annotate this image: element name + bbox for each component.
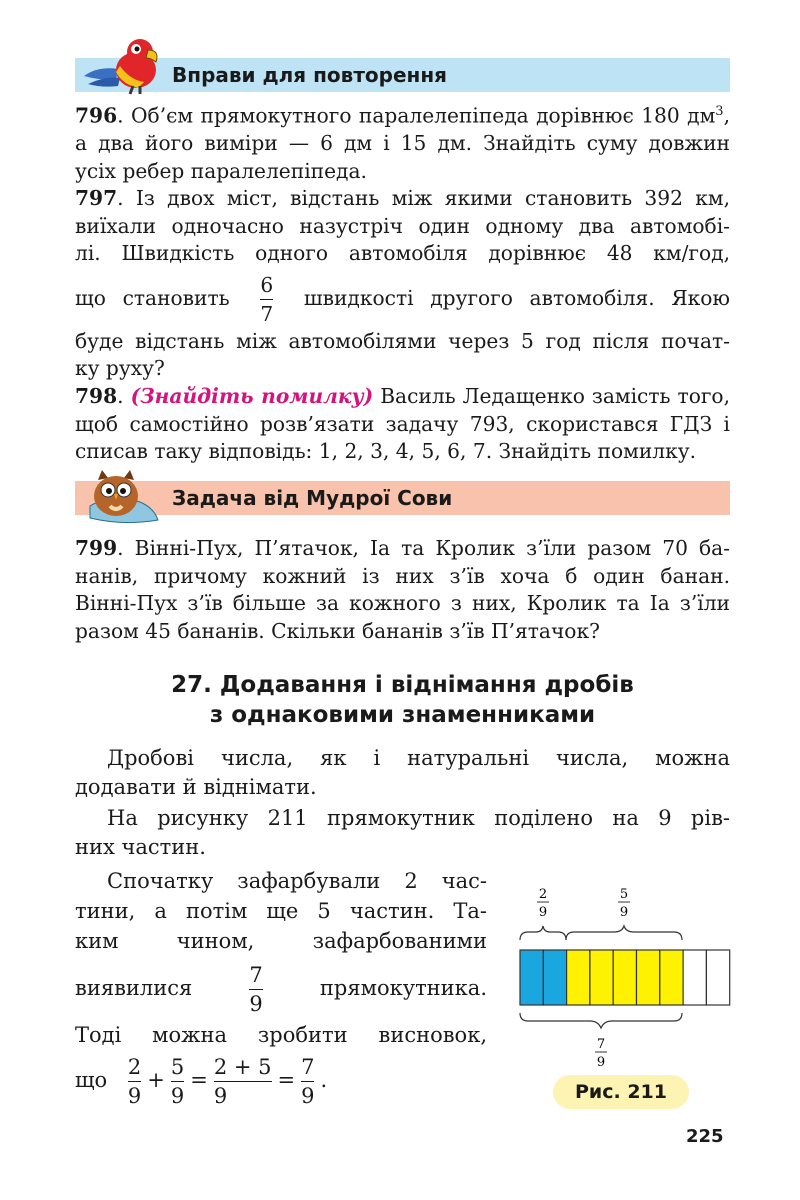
brace-top-left [520, 926, 566, 940]
owl-section-band [75, 481, 730, 515]
rectangle-cell [567, 950, 590, 1005]
label-seven-ninths-den: 9 [596, 1055, 606, 1070]
figure-211-diagram [510, 880, 735, 1075]
problem-number: 798 [75, 384, 118, 408]
rectangle-cell [613, 950, 636, 1005]
rectangle-cell [660, 950, 683, 1005]
rectangle-cell [590, 950, 613, 1005]
label-five-ninths-den: 9 [619, 905, 629, 920]
brace-bottom [520, 1013, 682, 1028]
problem-798: 798. (Знайдіть помилку) Василь Ледащенко замість того, щоб самостійно розв’язати задачу 793, скористався ГДЗ і списав таку відповідь: 1, 2, 3, 4, 5, 6, 7. Знайдіть помилку. [75, 384, 730, 463]
figure-reference-paragraph: На рисунку 211 прямокутник поділено на 9 рів- них частин. [75, 806, 730, 859]
page-number: 225 [686, 1126, 724, 1147]
problem-797: 797. Із двох міст, відстань між якими становить 392 км, виїхали одночасно назустріч один одному два автомобі- лі. Швидкість одного автомобіля дорівнює 48 км/год, що становить $\frac{6}{7}$ швидкості другого автомобіля. Якою буде відстань між автомобілями через 5 год після почат- ку руху? [75, 186, 731, 380]
parrot-icon [78, 36, 170, 96]
explanation-paragraph: Спочатку зафарбували 2 час- тини, а потім ще 5 частин. Та- ким чином, зафарбованими виявилися $\frac{7}{9}$ прямокутника. Тоді можна зробити висновок, що $\frac{2}{9}$ + $\frac{5}{9}$ = $\frac{2 + 5}{9}$ = $\frac{7}{9}$ . [75, 869, 487, 1108]
fraction-sum-formula: $\frac{2}{9}$ + $\frac{5}{9}$ = $\frac{2 + 5}{9}$ = $\frac{7}{9}$ . [127, 1055, 328, 1108]
fraction-six-sevenths: $\frac{6}{7}$ [260, 272, 274, 326]
review-section-title: Вправи для повторення [172, 63, 448, 87]
rectangle-cell [543, 950, 566, 1005]
brace-top-right [566, 926, 682, 940]
label-two-ninths-den: 9 [538, 905, 548, 920]
problem-number: 796 [75, 103, 118, 128]
rectangle-cell [706, 950, 729, 1005]
find-error-tag: (Знайдіть помилку) [130, 384, 374, 408]
rectangle-cell [520, 950, 543, 1005]
intro-paragraph: Дробові числа, як і натуральні числа, можна додавати й віднімати. [75, 746, 730, 799]
owl-section-title: Задача від Мудрої Сови [172, 486, 453, 510]
problem-796: 796. Об’єм прямокутного паралелепіпеда дорівнює 180 $дм^3$, а два його виміри — 6 дм і 15 дм. Знайдіть суму довжин усіх ребер паралелепіпеда. [75, 103, 730, 183]
problem-number: 797 [75, 186, 118, 210]
fraction-seven-ninths: $\frac{7}{9}$ [249, 963, 263, 1016]
label-two-ninths-num: 2 [538, 887, 548, 902]
figure-caption: Рис. 211 [553, 1075, 689, 1109]
rectangle-cell [683, 950, 706, 1005]
label-five-ninths-num: 5 [619, 887, 629, 902]
owl-icon [80, 466, 164, 526]
review-section-band [75, 58, 730, 92]
problem-799: 799. Вінні-Пух, П’ятачок, Іа та Кролик з’їли разом 70 ба- нанів, причому кожний із них з’їв хоча б один банан. Вінні-Пух з’їв більше за кожного з них, Кролик та Іа з’їли разом 45 бананів. Скільки бананів з’їв П’ятачок? [75, 536, 730, 643]
section-title: 27. Додавання і віднімання дробів з однаковими знаменниками [171, 672, 634, 728]
label-seven-ninths-num: 7 [596, 1037, 606, 1052]
rectangle-cell [637, 950, 660, 1005]
problem-number: 799 [75, 536, 118, 560]
